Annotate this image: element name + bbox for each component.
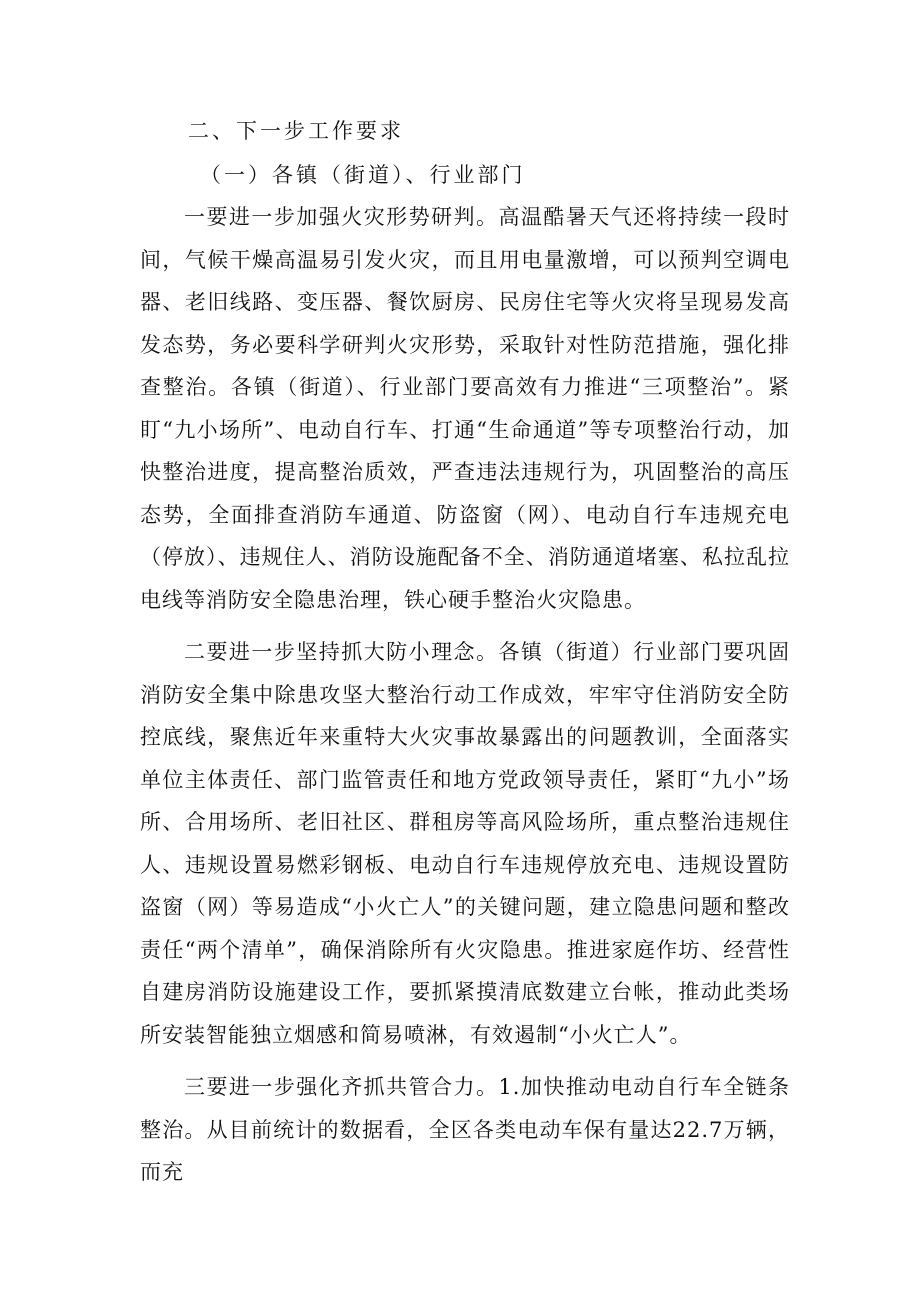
subsection-heading: （一）各镇（街道）、行业部门 xyxy=(200,163,526,187)
paragraph-fire-assessment: 一要进一步加强火灾形势研判。高温酷暑天气还将持续一段时间，气候干燥高温易引发火灾，而且用电量激增，可以预判空调电器、老旧线路、变压器、餐饮厨房、民房住宅等火灾将呈现易发高发态势，务必要科学研判火灾形势，采取针对性防范措施，强化排查整治。各镇（街道）、行业部门要高效有力推进“三项整治”。紧盯“九小场所”、电动自行车、打通“生命通道”等专项整治行动，加快整治进度，提高整治质效，严查违法违规行为，巩固整治的高压态势，全面排查消防车通道、防盗窗（网）、电动自行车违规充电（停放）、违规住人、消防设施配备不全、消防通道堵塞、私拉乱拉电线等消防安全隐患治理，铁心硬手整治火灾隐患。 xyxy=(140,205,790,612)
paragraph-joint-management: 三要进一步强化齐抓共管合力。1.加快推动电动自行车全链条整治。从目前统计的数据看，全区各类电动车保有量达22.7万辆，而充 xyxy=(140,1075,790,1184)
paragraph-prevention-concept: 二要进一步坚持抓大防小理念。各镇（街道）行业部门要巩固消防安全集中除患攻坚大整治行动工作成效，牢牢守住消防安全防控底线，聚焦近年来重特大火灾事故暴露出的问题教训，全面落实单位主体责任、部门监管责任和地方党政领导责任，紧盯“九小”场所、合用场所、老旧社区、群租房等高风险场所，重点整治违规住人、违规设置易燃彩钢板、电动自行车违规停放充电、违规设置防盗窗（网）等易造成“小火亡人”的关键问题，建立隐患问题和整改责任“两个清单”，确保消除所有火灾隐患。推进家庭作坊、经营性自建房消防设施建设工作，要抓紧摸清底数建立台帐，推动此类场所安装智能独立烟感和简易喷淋，有效遏制“小火亡人”。 xyxy=(140,640,790,1047)
section-heading: 二、下一步工作要求 xyxy=(188,119,404,143)
